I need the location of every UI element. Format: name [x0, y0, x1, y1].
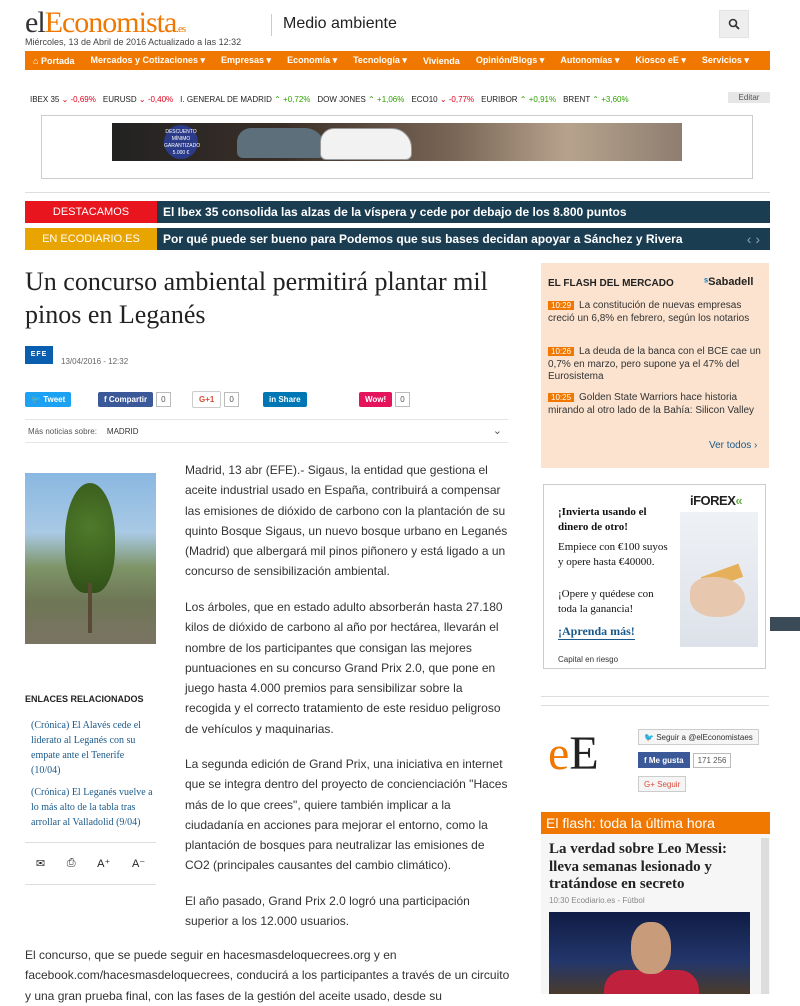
twitter-follow-button[interactable]: 🐦 Seguir a @elEconomistaes	[638, 729, 759, 745]
linkedin-share[interactable]	[263, 391, 307, 407]
edit-tickers-button[interactable]: Editar	[728, 92, 770, 103]
nav-item-economia[interactable]: Economía ▾	[287, 55, 338, 65]
ticker-change: +3,60%	[601, 94, 629, 104]
ad-cta-link[interactable]: ¡Aprenda más!	[558, 624, 635, 638]
related-links-title: ENLACES RELACIONADOS	[25, 694, 144, 704]
tweet-share[interactable]	[25, 391, 71, 407]
nav-item-opinion[interactable]: Opinión/Blogs ▾	[475, 55, 545, 65]
search-button[interactable]	[719, 10, 749, 38]
ticker-name: I. GENERAL DE MADRID	[180, 94, 272, 104]
ticker-change: -0,40%	[147, 94, 174, 104]
flash-time: 10:26	[548, 347, 574, 356]
share-count: 0	[156, 392, 170, 407]
market-flash-title: EL FLASH DEL MERCADO	[548, 278, 674, 289]
divider	[541, 705, 769, 706]
ticker-item[interactable]	[481, 95, 556, 104]
home-icon: ⌂	[33, 55, 41, 66]
header-divider	[271, 14, 272, 36]
carousel-arrows[interactable]	[747, 231, 760, 247]
photo-trunk	[88, 583, 92, 633]
ticker-change: -0,69%	[70, 94, 96, 104]
date-line: Miércoles, 13 de Abril de 2016 Actualizado a las 12:32	[25, 37, 242, 47]
article-paragraph: La segunda edición de Grand Prix, una iniciativa en internet que se integra dentro del proyecto de concienciación "Haces más de lo que crees", quiere también implicar a la ciudadanía en acciones para mejorar el entorno, como la plantación de bosques para neutralizar las emisiones de CO2 (principales causantes del cambio climático).	[185, 757, 508, 873]
ticker-name: DOW JONES	[317, 94, 366, 104]
tweet-button[interactable]: 🐦 Tweet	[25, 392, 71, 407]
breaking-tag: EN ECODIARIO.ES	[25, 228, 157, 250]
arrow-down-icon: ⌄	[59, 94, 71, 104]
ticker-name: ECO10	[411, 94, 438, 104]
nav-item-tecnologia[interactable]: Tecnología ▾	[353, 55, 407, 65]
facebook-like[interactable]	[638, 753, 731, 767]
wow-share[interactable]	[359, 391, 410, 407]
share-count: 0	[395, 392, 409, 407]
arrow-up-icon: ⌃	[365, 94, 378, 104]
nav-item-kiosco[interactable]: Kiosco eE ▾	[635, 55, 686, 65]
ee-logo: eE	[548, 727, 599, 780]
linkedin-icon: in	[269, 394, 279, 404]
print-icon[interactable]: ⎙	[66, 857, 76, 869]
ticker-change: +0,91%	[528, 94, 557, 104]
linkedin-button[interactable]: in Share	[263, 392, 307, 407]
ad-text: ¡Invierta usando el dinero de otro!	[558, 506, 647, 533]
breaking-text[interactable]: Por qué puede ser bueno para Podemos que sus bases decidan apoyar a Sánchez y Rivera	[163, 232, 683, 246]
divider	[25, 192, 770, 193]
facebook-icon: f	[104, 394, 109, 404]
ticker-item[interactable]	[411, 95, 474, 104]
sponsor-logo[interactable]: ˢSabadell	[704, 276, 754, 288]
arrow-down-icon: ⌄	[136, 94, 148, 104]
el-flash-scrollbar[interactable]	[761, 838, 769, 994]
main-nav	[25, 51, 770, 70]
ad-image	[680, 512, 758, 647]
gplus-button[interactable]: G+1	[192, 391, 221, 408]
ticker-name: IBEX 35	[30, 94, 60, 104]
logo-tld: .es	[176, 23, 186, 35]
logo-part1: el	[25, 6, 45, 39]
ticker-change: +0,72%	[283, 94, 311, 104]
more-news-label: Más noticias sobre:	[28, 426, 97, 436]
breaking-text[interactable]: El Ibex 35 consolida las alzas de la víspera y cede por debajo de los 8.800 puntos	[163, 205, 627, 219]
el-flash-meta: 10:30 Ecodiario.es - Fútbol	[549, 896, 645, 905]
gplus-icon: G+	[644, 779, 658, 789]
twitter-icon: 🐦	[644, 732, 657, 742]
market-flash-item[interactable]: 10:26 La deuda de la banca con el BCE cae un 0,7% en marzo, pero supone ya el 47% del Eurosistema	[548, 346, 761, 382]
nav-item-vivienda[interactable]: Vivienda	[422, 55, 460, 66]
ad-car-image	[320, 128, 412, 160]
share-count: 0	[224, 392, 238, 407]
flash-time: 10:25	[548, 393, 574, 402]
ticker-name: BRENT	[563, 94, 591, 104]
ad-text: Empiece con €100 suyos y opere hasta €40000.	[558, 541, 668, 568]
ad-car-image	[237, 128, 325, 158]
iforex-logo: iFOREX«	[690, 493, 743, 508]
ticker-bar	[30, 93, 770, 105]
see-all-link[interactable]: Ver todos ›	[709, 440, 758, 451]
breaking-bar-destacamos[interactable]	[25, 201, 770, 223]
agency-logo: EFE	[25, 346, 53, 364]
article-paragraph: El año pasado, Grand Prix 2.0 logró una participación superior a los 12.000 usuarios.	[185, 894, 470, 929]
section-title[interactable]: Medio ambiente	[283, 15, 397, 32]
wow-button[interactable]: Wow!	[359, 392, 392, 407]
article-paragraph: Los árboles, que en estado adulto absorberán hasta 27.180 kilos de dióxido de carbono al año por hectárea, llevarán el nombre de los participantes que consigan las mejores puntuaciones en su concurso Grand Prix 2.0, que pone en juego hasta 4.000 premios para sensibilizar sobre la recogida y el correcto tratamiento de este residuo peligroso de vehículos y maquinarias.	[185, 600, 503, 736]
ticker-item[interactable]	[30, 95, 96, 104]
arrow-down-icon: ⌄	[437, 94, 449, 104]
ad-disclaimer: Capital en riesgo	[558, 655, 619, 664]
font-increase-icon[interactable]: A⁺	[97, 858, 111, 870]
flash-time: 10:29	[548, 301, 574, 310]
nav-item-autonomias[interactable]: Autonomías ▾	[560, 55, 620, 65]
ticker-item[interactable]	[317, 95, 404, 104]
nav-item-servicios[interactable]: Servicios ▾	[701, 55, 749, 65]
article-tools	[25, 842, 156, 885]
market-flash-item[interactable]: 10:25 Golden State Warriors hace historia mirando al otro lado de la Bahía: Silicon Valley	[548, 392, 755, 416]
ad-text: ¡Opere y quédese con toda la ganancia!	[558, 588, 654, 615]
sabadell-icon: ˢ	[704, 276, 709, 288]
el-flash-header[interactable]: El flash: toda la última hora	[541, 812, 770, 834]
nav-item-mercados[interactable]: Mercados y Cotizaciones ▾	[90, 55, 206, 65]
ticker-change: +1,06%	[377, 94, 405, 104]
search-icon	[728, 18, 740, 30]
publish-date: 13/04/2016 - 12:32	[61, 357, 129, 366]
ticker-name: EURIBOR	[481, 94, 518, 104]
ad-discount-badge: DESCUENTO MÍNIMO GARANTIZADO 5.000 €	[164, 125, 198, 159]
nav-item-empresas[interactable]: Empresas ▾	[221, 55, 272, 65]
twitter-icon: 🐦	[31, 394, 44, 404]
ticker-change: -0,77%	[448, 94, 475, 104]
font-decrease-icon[interactable]: A⁻	[131, 858, 146, 870]
article-title: Un concurso ambiental permitirá plantar mil pinos en Leganés	[25, 267, 488, 329]
arrow-up-icon: ⌃	[271, 94, 284, 104]
facebook-icon: f	[644, 755, 649, 765]
breaking-bar-ecodiario[interactable]	[25, 228, 770, 250]
article-paragraph: El concurso, que se puede seguir en hacesmasdeloquecrees.org y en facebook.com/hacesmasdeloquecrees, conducirá a los participantes a través de un circuito y una gran prueba final, con las fases de la gestión del aceite usado, desde su	[25, 948, 510, 1003]
facebook-share-button[interactable]: f Compartir	[98, 392, 153, 407]
related-link[interactable]: (Crónica) El Alavés cede el liderato al Leganés con su empate ante el Tenerife (10/04)	[31, 720, 141, 776]
el-flash-headline[interactable]: La verdad sobre Leo Messi: lleva semanas lesionado y tratándose en secreto	[549, 841, 728, 892]
photo-tree	[65, 483, 115, 593]
chevron-down-icon[interactable]: ⌄	[492, 425, 502, 437]
facebook-share[interactable]	[98, 391, 171, 407]
article-paragraph: Madrid, 13 abr (EFE).- Sigaus, la entidad que gestiona el aceite industrial usado en España, contribuirá a compensar las emisiones de dióxido de carbono con la plantación de su quinto Bosque Sigaus, un nuevo bosque urbano en Leganés (Madrid) que albergará mil pinos piñonero y está ligado a un concurso de sensibilización ambiental.	[185, 463, 508, 579]
chevron-right-icon: «	[735, 493, 743, 508]
logo-part2: Economista	[44, 6, 177, 39]
related-link[interactable]: (Crónica) El Leganés vuelve a lo más alto de la tabla tras arrollar al Valladolid (9/04)	[31, 787, 153, 828]
arrow-up-icon: ⌃	[517, 94, 529, 104]
market-flash-item[interactable]: 10:29 La constitución de nuevas empresas creció un 6,8% en febrero, según los notarios	[548, 300, 750, 324]
ticker-item[interactable]	[563, 95, 628, 104]
top-ad-banner[interactable]	[41, 115, 753, 179]
like-count: 171 256	[693, 753, 732, 768]
el-flash-image[interactable]	[549, 912, 750, 994]
ticker-name: EURUSD	[102, 94, 137, 104]
chevron-left-icon[interactable]: ‹	[746, 231, 752, 247]
gplus-follow[interactable]	[638, 777, 686, 791]
arrow-up-icon: ⌃	[590, 94, 602, 104]
breaking-tag: DESTACAMOS	[25, 201, 157, 223]
twitter-follow[interactable]	[638, 730, 759, 744]
article-photo[interactable]	[25, 473, 156, 644]
ticker-item[interactable]	[103, 95, 173, 104]
more-news-bar[interactable]	[25, 419, 508, 443]
gplus-follow-button[interactable]: G+ Seguir	[638, 776, 686, 792]
gplus-share[interactable]	[192, 391, 239, 407]
side-tab[interactable]	[770, 617, 800, 631]
nav-item-portada[interactable]: ⌂ Portada	[33, 55, 75, 66]
facebook-like-button[interactable]: f Me gusta	[638, 752, 690, 768]
more-news-keyword[interactable]: MADRID	[106, 426, 139, 436]
divider	[541, 696, 769, 697]
email-icon[interactable]: ✉	[35, 858, 46, 870]
ticker-item[interactable]	[180, 95, 310, 104]
chevron-right-icon[interactable]: ›	[755, 231, 760, 247]
